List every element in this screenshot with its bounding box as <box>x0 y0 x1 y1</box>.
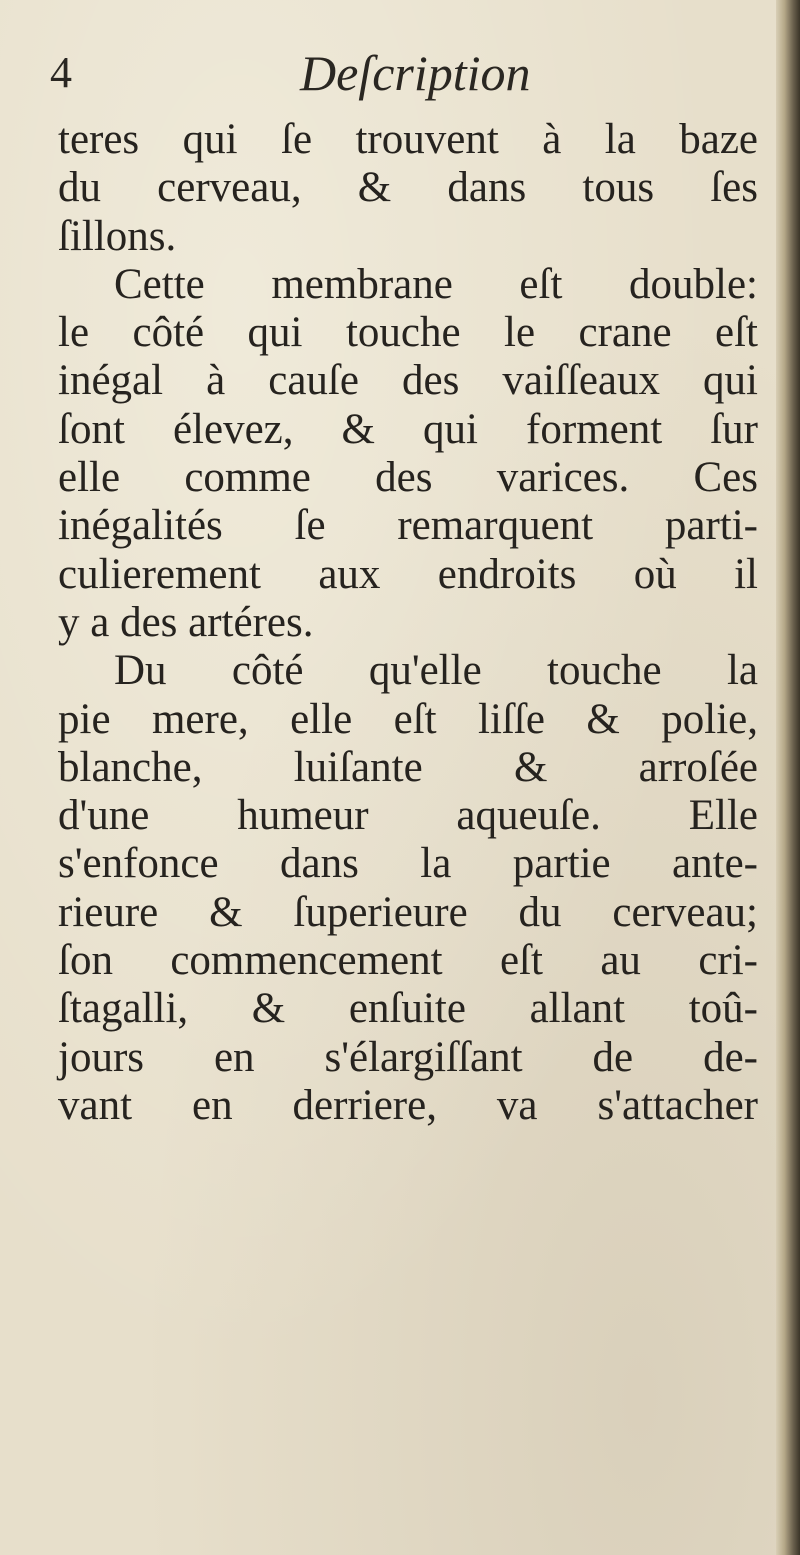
text-line: s'enfonce dans la partie ante- <box>58 840 758 888</box>
text-line: vant en derriere, va s'attacher <box>58 1081 758 1129</box>
text-line: blanche, luiſante & arroſée <box>58 743 758 791</box>
page-header <box>0 38 800 108</box>
text-line: pie mere, elle eſt liſſe & polie, <box>58 695 758 743</box>
running-title: Deſcription <box>300 45 531 101</box>
text-line: rieure & ſuperieure du cerveau; <box>58 888 758 936</box>
text-line: elle comme des varices. Ces <box>58 454 758 502</box>
text-line: teres qui ſe trouvent à la baze <box>58 116 758 163</box>
text-line: d'une humeur aqueuſe. Elle <box>58 792 758 840</box>
text-line: ſont élevez, & qui forment ſur <box>58 405 758 453</box>
page-gutter-shadow <box>776 0 800 1555</box>
text-line: ſon commencement eſt au cri- <box>58 937 758 985</box>
text-line: le côté qui touche le crane eſt <box>58 309 758 357</box>
text-line: jours en s'élargiſſant de de- <box>58 1033 758 1081</box>
text-line: inégalités ſe remarquent parti- <box>58 502 758 550</box>
body-text <box>58 116 758 1130</box>
text-line: du cerveau, & dans tous ſes <box>58 164 758 212</box>
text-line: y a des artéres. <box>58 598 314 646</box>
text-line: Cette membrane eſt double: <box>114 260 758 308</box>
text-line: culierement aux endroits où il <box>58 550 758 598</box>
page-number: 4 <box>50 48 72 97</box>
text-line: Du côté qu'elle touche la <box>114 647 758 695</box>
text-line: ſillons. <box>58 212 177 260</box>
text-line: ſtagalli, & enſuite allant toû- <box>58 985 758 1033</box>
text-line: inégal à cauſe des vaiſſeaux qui <box>58 357 758 405</box>
